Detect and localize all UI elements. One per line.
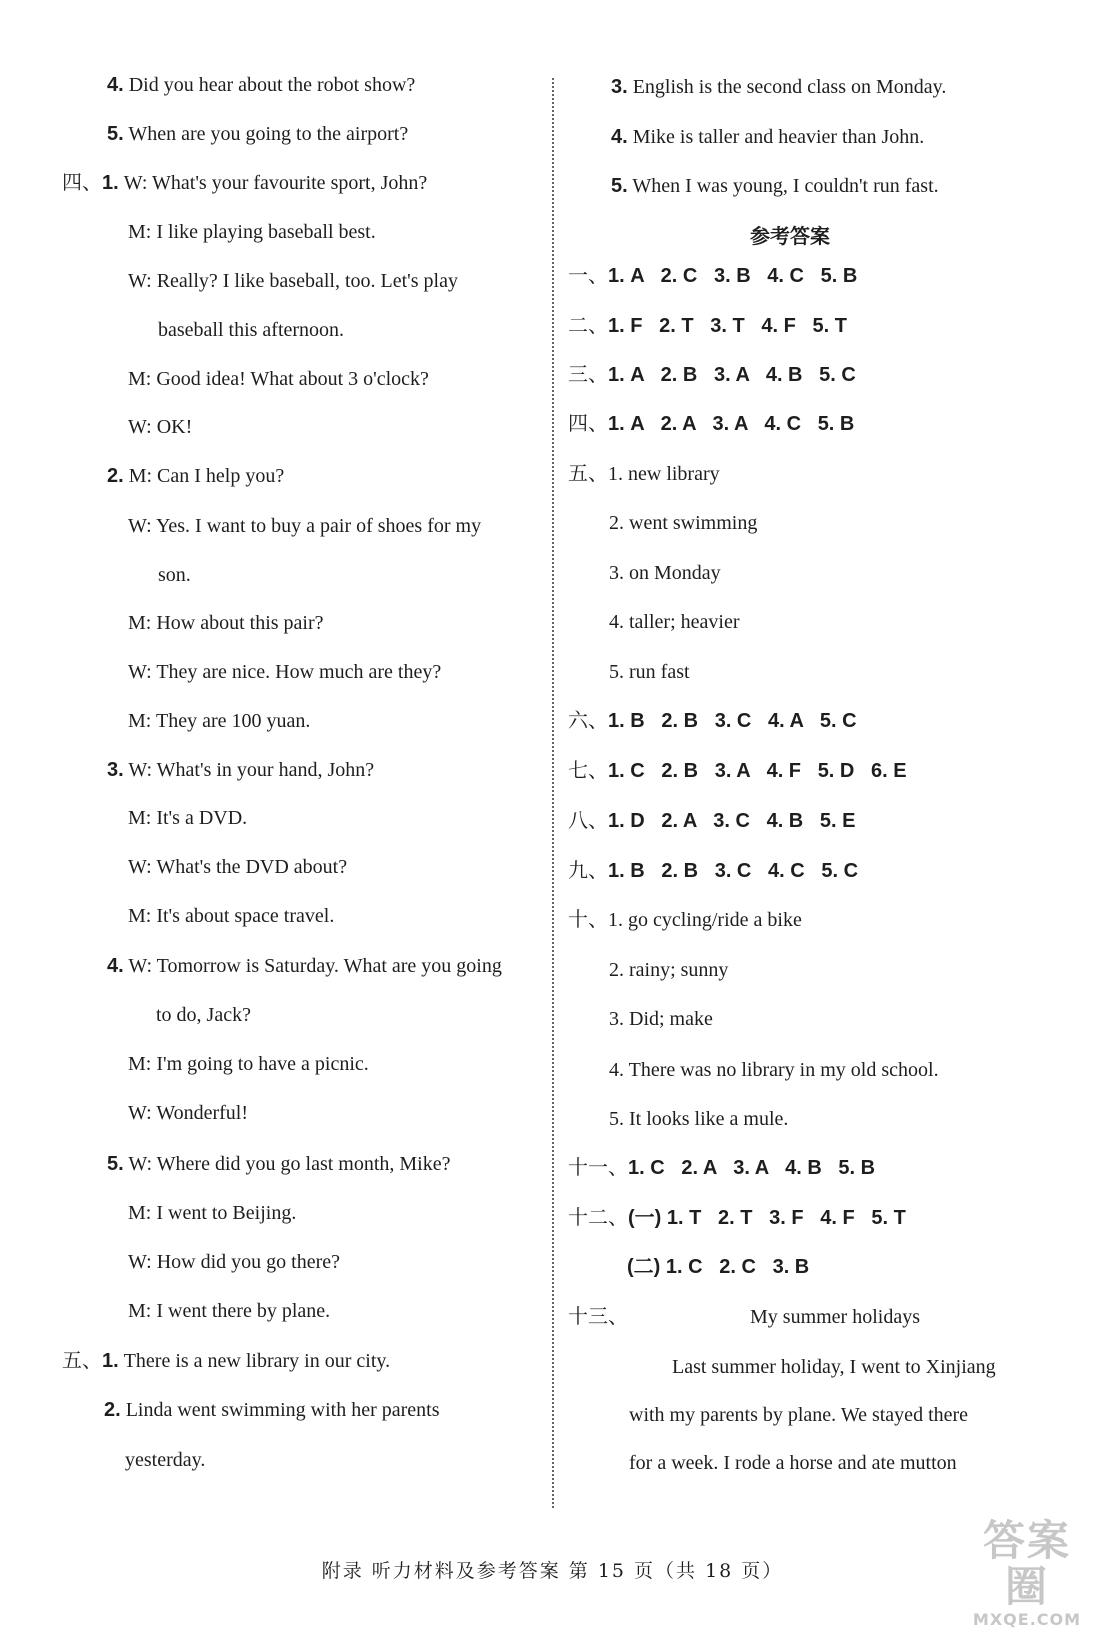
answer-row: 2. went swimming [609, 512, 758, 534]
answer-row: 十一、1. C 2. A 3. A 4. B 5. B [568, 1157, 876, 1179]
answer-row: 九、1. B 2. B 3. C 4. C 5. C [568, 860, 859, 882]
answer-row: 一、1. A 2. C 3. B 4. C 5. B [568, 265, 858, 287]
left-line-13: W: They are nice. How much are they? [128, 661, 442, 683]
left-line-17: W: What's the DVD about? [128, 856, 348, 878]
left-line-2: 5. When are you going to the airport? [107, 123, 409, 145]
left-line-24: M: I went to Beijing. [128, 1202, 297, 1224]
answer-row: 3. on Monday [609, 562, 721, 584]
page-footer: 附录 听力材料及参考答案 第 15 页（共 18 页） [321, 1560, 784, 1582]
answer-row: 5. run fast [609, 661, 690, 683]
left-line-20: to do, Jack? [156, 1004, 251, 1026]
left-line-27: 五、1. There is a new library in our city. [62, 1350, 391, 1372]
left-line-1: 4. Did you hear about the robot show? [107, 74, 416, 96]
right-line-1: 3. English is the second class on Monday. [611, 76, 947, 98]
left-line-29: yesterday. [125, 1449, 206, 1471]
answer-row: 六、1. B 2. B 3. C 4. A 5. C [568, 710, 857, 732]
left-line-22: W: Wonderful! [128, 1102, 249, 1124]
left-line-25: W: How did you go there? [128, 1251, 340, 1273]
column-divider [552, 78, 554, 1508]
essay-line: with my parents by plane. We stayed there [629, 1404, 969, 1426]
essay-line: Last summer holiday, I went to Xinjiang [672, 1356, 996, 1378]
watermark-logo-text: 答案圈 [982, 1516, 1071, 1611]
left-line-18: M: It's about space travel. [128, 905, 335, 927]
answer-row: 三、1. A 2. B 3. A 4. B 5. C [568, 364, 856, 386]
answer-row: 七、1. C 2. B 3. A 4. F 5. D 6. E [568, 760, 907, 782]
watermark-url: MXQE.COM [972, 1610, 1082, 1629]
left-line-21: M: I'm going to have a picnic. [128, 1053, 369, 1075]
answer-row: 十二、(一) 1. T 2. T 3. F 4. F 5. T [568, 1207, 906, 1229]
answer-row: 十、1. go cycling/ride a bike [568, 909, 802, 931]
answer-row: 二、1. F 2. T 3. T 4. F 5. T [568, 315, 847, 337]
right-line-2: 4. Mike is taller and heavier than John. [611, 126, 925, 148]
answer-row: 五、1. new library [568, 463, 720, 485]
left-line-7: M: Good idea! What about 3 o'clock? [128, 368, 429, 390]
left-line-19: 4. W: Tomorrow is Saturday. What are you going [107, 955, 502, 977]
answer-row: 十三、 [568, 1306, 628, 1328]
watermark-logo [967, 1516, 1087, 1629]
left-line-5: W: Really? I like baseball, too. Let's play [128, 270, 458, 292]
right-line-3: 5. When I was young, I couldn't run fast. [611, 175, 939, 197]
answer-row: 5. It looks like a mule. [609, 1108, 789, 1130]
answer-row: 2. rainy; sunny [609, 959, 729, 981]
left-line-4: M: I like playing baseball best. [128, 221, 376, 243]
left-line-14: M: They are 100 yuan. [128, 710, 311, 732]
left-line-12: M: How about this pair? [128, 612, 324, 634]
left-line-26: M: I went there by plane. [128, 1300, 331, 1322]
left-line-8: W: OK! [128, 416, 193, 438]
essay-line: for a week. I rode a horse and ate mutton [629, 1452, 957, 1474]
answer-row: 3. Did; make [609, 1008, 713, 1030]
left-line-3: 四、1. W: What's your favourite sport, John? [62, 172, 428, 194]
answer-row: 八、1. D 2. A 3. C 4. B 5. E [568, 810, 856, 832]
left-line-28: 2. Linda went swimming with her parents [104, 1399, 440, 1421]
left-line-15: 3. W: What's in your hand, John? [107, 759, 375, 781]
left-line-9: 2. M: Can I help you? [107, 465, 285, 487]
answer-row: 4. taller; heavier [609, 611, 740, 633]
left-line-11: son. [158, 564, 191, 586]
left-line-6: baseball this afternoon. [158, 319, 345, 341]
answer-row: 四、1. A 2. A 3. A 4. C 5. B [568, 413, 855, 435]
essay-title: My summer holidays [750, 1306, 920, 1328]
answers-heading: 参考答案 [750, 224, 830, 248]
left-line-16: M: It's a DVD. [128, 807, 248, 829]
answer-row: (二) 1. C 2. C 3. B [627, 1256, 810, 1278]
left-line-23: 5. W: Where did you go last month, Mike? [107, 1153, 451, 1175]
left-line-10: W: Yes. I want to buy a pair of shoes for my [128, 515, 482, 537]
answer-row: 4. There was no library in my old school. [609, 1059, 939, 1081]
